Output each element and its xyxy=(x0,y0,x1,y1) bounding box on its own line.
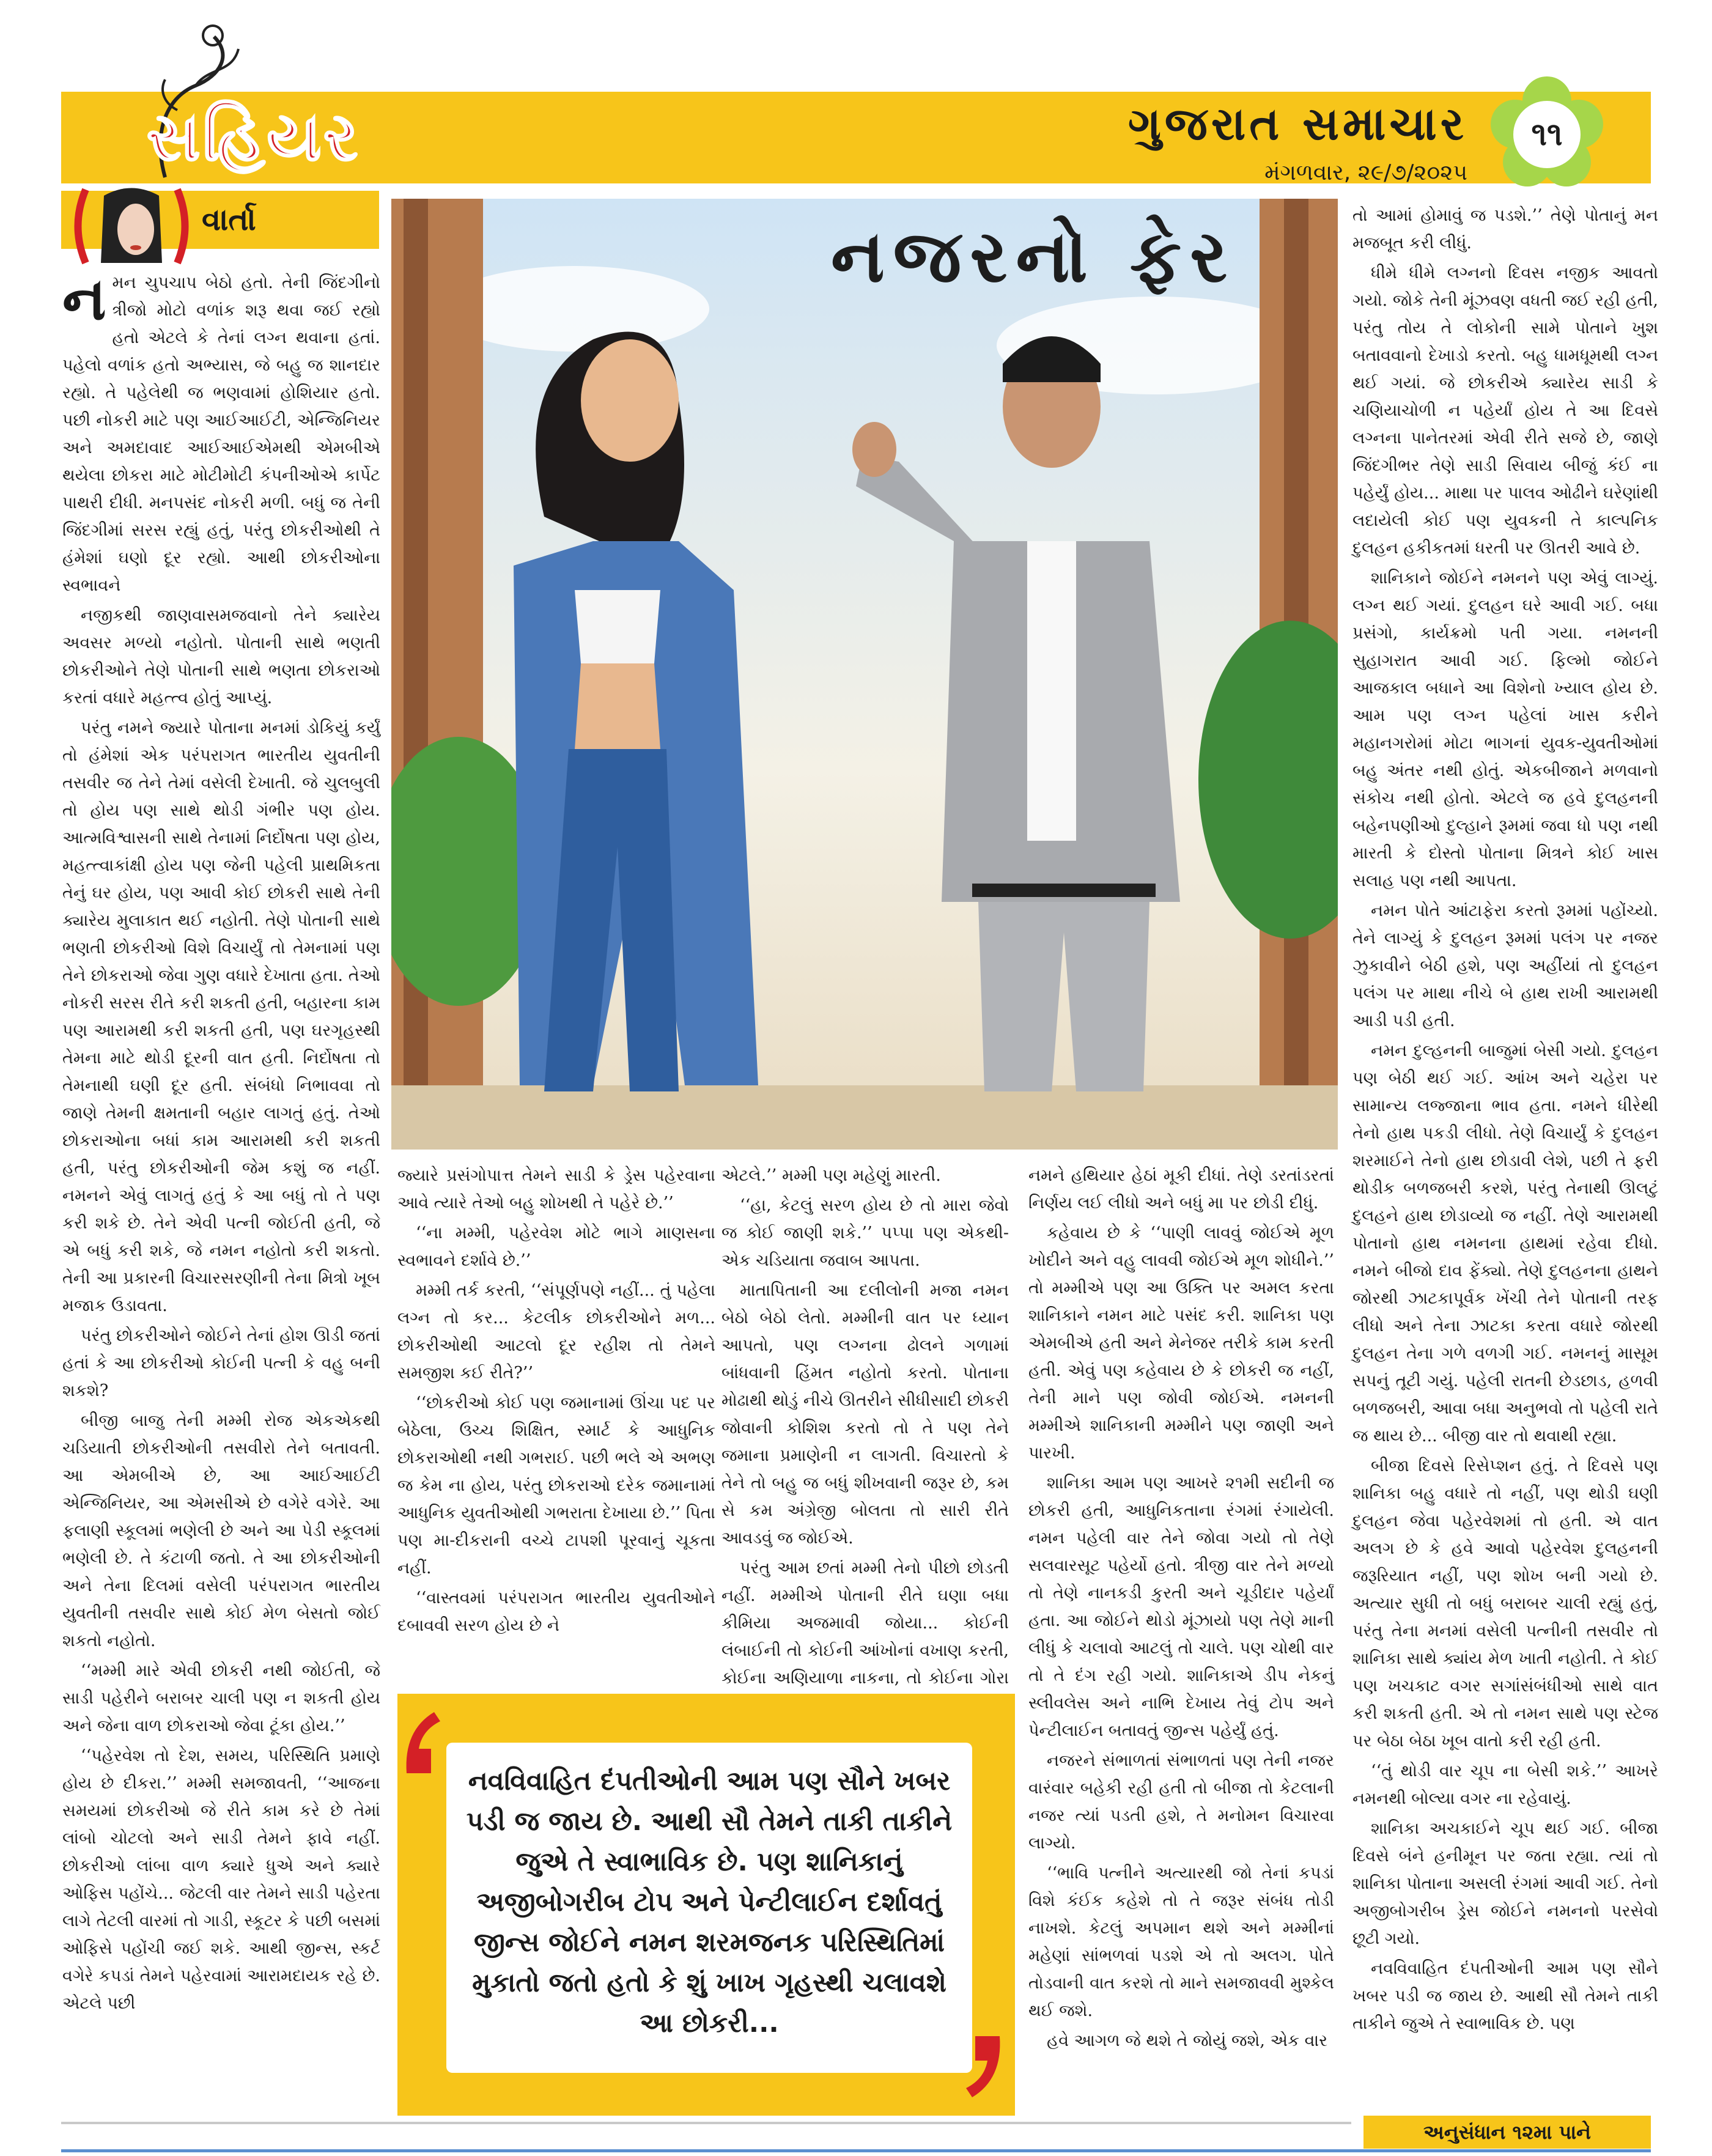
newspaper-name: ગુજરાત સમાચાર xyxy=(1127,98,1467,150)
story-column-4 xyxy=(1028,1162,1334,2116)
page-number: ૧૧ xyxy=(1531,116,1563,153)
paragraph: શાનિકાને જોઈને નમનને પણ એવું લાગ્યું. લગ્ન થઈ ગયાં. દુલહન ઘરે આવી ગઈ. બધા પ્રસંગો, કાર્યક્રમો પતી ગયા. નમનની સુહાગરાત આવી ગઈ. ફિલ્મો જોઈને આજકાલ બધાને આ વિશેનો ખ્યાલ હોય છે. આમ પણ લગ્ન પહેલાં ખાસ કરીને મહાનગરોમાં મોટા ભાગનાં યુવક-યુવતીઓમાં બહુ અંતર નથી હોતું. એકબીજાને મળવાનો સંકોચ નથી હોતો. એટલે જ હવે દુલહનની બહેનપણીઓ દુલ્હાને રૂમમાં જવા ધો પણ નથી મારતી કે દોસ્તો પોતાના મિત્રને કોઈ ખાસ સલાહ પણ નથી આપતા. xyxy=(1352,569,1658,890)
story-title: નજરનો ફેર xyxy=(830,214,1236,298)
story-column-5 xyxy=(1352,202,1658,2033)
story-column-1 xyxy=(62,265,380,2116)
paragraph: કહેવાય છે કે ‘‘પાણી લાવવું જોઈએ મૂળ ખોદીને અને વહુ લાવવી જોઈએ મૂળ શોધીને.’’ તો મમ્મીએ પણ આ ઉક્તિ પર અમલ કરતા શાનિકાને નમન માટે પસંદ કરી. શાનિકા પણ એમબીએ હતી અને મેનેજર તરીકે કામ કરતી હતી. એવું પણ કહેવાય છે કે છોકરી જ નહીં, તેની માને પણ જોવી જોઈએ. નમનની મમ્મીએ શાનિકાની મમ્મીને પણ જાણી અને પારખી. xyxy=(1028,1224,1334,1463)
paragraph: નજરને સંભાળતાં સંભાળતાં પણ તેની નજર વારંવાર બહેકી રહી હતી તો બીજા તો કેટલાની નજર ત્યાં પડતી હશે, તે મનોમન વિચારવા લાગ્યો. xyxy=(1028,1751,1334,1853)
story-column-2 xyxy=(397,1162,715,1663)
story-column-3 xyxy=(721,1162,1009,1688)
quote-close-icon xyxy=(954,2012,1015,2103)
paragraph: ‘‘તું થોડી વાર ચૂપ ના બેસી શકે.’’ આખરે નમનથી બોલ્યા વગર ના રહેવાયું. xyxy=(1352,1762,1658,1808)
paragraph: શાનિકા અચકાઈને ચૂપ થઈ ગઈ. બીજા દિવસે બંને હનીમૂન પર જતા રહ્યા. ત્યાં તો શાનિકા પોતાના અસલી રંગમાં આવી ગઈ. તેનો અજીબોગરીબ ડ્રેસ જોઈને નમનનો પરસેવો છૂટી ગયો. xyxy=(1352,1819,1658,1948)
paragraph: નજીકથી જાણવાસમજવાનો તેને ક્યારેય અવસર મળ્યો નહોતો. પોતાની સાથે ભણતી છોકરીઓને તેણે પોતાની સાથે ભણતા છોકરાઓ કરતાં વધારે મહત્ત્વ હોતું આપ્યું. xyxy=(62,606,380,707)
paragraph: એટલે.’’ મમ્મી પણ મહેણું મારતી. xyxy=(721,1166,941,1185)
quote-open-icon xyxy=(391,1706,452,1798)
paragraph: શાનિકા આમ પણ આખરે ૨૧મી સદીની જ છોકરી હતી, આધુનિકતાના રંગમાં રંગાયેલી. નમન પહેલી વાર તેને જોવા ગયો તો તેણે સલવારસૂટ પહેર્યો હતો. ત્રીજી વાર તેને મળ્યો તો તેણે નાનકડી કુરતી અને ચૂડીદાર પહેર્યાં હતા. આ જોઈને થોડો મૂંઝાયો પણ તેણે માની લીધું કે ચલાવો આટલું તો ચાલે. પણ ચોથી વાર તો તે દંગ રહી ગયો. શાનિકાએ ડીપ નેકનું સ્લીવલેસ અને નાભિ દેખાય તેવું ટોપ અને પેન્ટીલાઈન બતાવતું જીન્સ પહેર્યું હતું. xyxy=(1028,1474,1334,1740)
paragraph: પરંતુ છોકરીઓને જોઈને તેનાં હોશ ઊડી જતાં હતાં કે આ છોકરીઓ કોઈની પત્ની કે વહુ બની શકશે? xyxy=(62,1326,380,1400)
continued-on-page[interactable]: અનુસંધાન ૧૨મા પાને xyxy=(1423,2120,1592,2144)
paragraph: નમન પોતે આંટાફેરા કરતો રૂમમાં પહોંચ્યો. તેને લાગ્યું કે દુલહન રૂમમાં પલંગ પર નજર ઝુકાવીને બેઠી હશે, પણ અહીંયાં તો દુલહન પલંગ પર માથા નીચે બે હાથ રાખી આરામથી આડી પડી હતી. xyxy=(1352,901,1658,1030)
paragraph: મમ્મી તર્ક કરતી, ‘‘સંપૂર્ણપણે નહીં... તું પહેલા લગ્ન તો કર... કેટલીક છોકરીઓને મળ... છોકરીઓથી આટલો દૂર રહીશ તો તેમને સમજીશ કઈ રીતે?’’ xyxy=(397,1281,715,1383)
paragraph: નમન દુલ્હનની બાજુમાં બેસી ગયો. દુલહન પણ બેઠી થઈ ગઈ. આંખ અને ચહેરા પર સામાન્ય લજ્જાના ભાવ હતા. નમને ધીરેથી તેનો હાથ પકડી લીધો. તેણે વિચાર્યું કે દુલહન શરમાઈને તેનો હાથ છોડાવી લેશે, પછી તે ફરી થોડીક બળજબરી કરશે, પરંતુ તેનાથી ઊલટું દુલહને હાથ છોડાવ્યો જ નહીં. તેણે આરામથી પોતાનો હાથ નમનના હાથમાં રહેવા દીધો. નમને બીજો દાવ ફેંક્યો. તેણે દુલહનના હાથને જોરથી ઝાટકાપૂર્વક ખેંચી તેને પોતાની તરફ લીધો અને તેના ઝાટકા કરતા વધારે જોરથી દુલહન તેના ગળે વળગી ગઈ. નમનનું માસૂમ સપનું તૂટી ગયું. પહેલી રાતની છેડછાડ, હળવી બળજબરી, આવા બધા અનુભવો તો પહેલી રાતે જ થાય છે... બીજી વાર તો થવાથી રહ્યા. xyxy=(1352,1041,1658,1445)
paragraph: ‘‘પહેરવેશ તો દેશ, સમય, પરિસ્થિતિ પ્રમાણે હોય છે દીકરા.’’ મમ્મી સમજાવતી, ‘‘આજના સમયમાં છોકરીઓ જે રીતે કામ કરે છે તેમાં લાંબો ચોટલો અને સાડી તેમને ફાવે નહીં. છોકરીઓ લાંબા વાળ ક્યારે ધુએ અને ક્યારે ઓફિસ પહોંચે... જેટલી વાર તેમને સાડી પહેરતા લાગે તેટલી વારમાં તો ગાડી, સ્કૂટર કે પછી બસમાં ઓફિસે પહોંચી જઈ શકે. આથી જીન્સ, સ્કર્ટ વગેરે કપડાં તેમને પહેરવામાં આરામદાયક રહે છે. એટલે પછી xyxy=(62,1746,380,2013)
paragraph: ‘‘મમ્મી મારે એવી છોકરી નથી જોઈતી, જે સાડી પહેરીને બરાબર ચાલી પણ ન શકતી હોય અને જેના વાળ છોકરાઓ જેવા ટૂંકા હોય.’’ xyxy=(62,1661,380,1735)
woman-face-icon xyxy=(67,183,196,269)
paragraph: જ્યારે પ્રસંગોપાત્ત તેમને સાડી કે ડ્રેસ પહેરવાના આવે ત્યારે તેઓ બહુ શોખથી તે પહેરે છે.’’ xyxy=(397,1166,715,1213)
paragraph: પરંતુ નમને જ્યારે પોતાના મનમાં ડોકિયું કર્યું તો હંમેશાં એક પરંપરાગત ભારતીય યુવતીની તસવીર જ તેને તેમાં વસેલી દેખાતી. જે ચુલબુલી તો હોય પણ સાથે થોડી ગંભીર પણ હોય. આત્મવિશ્વાસની સાથે તેનામાં નિર્દોષતા પણ હોય, મહત્ત્વાકાંક્ષી હોય પણ જેની પહેલી પ્રાથમિકતા તેનું ઘર હોય, પણ આવી કોઈ છોકરી સાથે તેની ક્યારેય મુલાકાત થઈ નહોતી. તેણે પોતાની સાથે ભણતી છોકરીઓ વિશે વિચાર્યું તો તેમનામાં પણ તેને છોકરાઓ જેવા ગુણ વધારે દેખાતા હતા. તેઓ નોકરી સરસ રીતે કરી શકતી હતી, બહારના કામ પણ આરામથી કરી શકતી હતી, પણ ઘરગૃહસ્થી તેમના માટે થોડી દૂરની વાત હતી. નિર્દોષતા તો તેમનાથી ઘણી દૂર હતી. સંબંધો નિભાવવા તો જાણે તેમની ક્ષમતાની બહાર લાગતું હતું. તેઓ છોકરાઓના બધાં કામ આરામથી કરી શકતી હતી, પરંતુ છોકરીઓની જેમ કશું જ નહીં. નમનને એવું લાગતું હતું કે આ બધું તો તે પણ કરી શકે છે. તેને એવી પત્ની જોઈતી હતી, જે એ બધું કરી શકે, જે નમન નહોતો કરી શકતો. તેની આ પ્રકારની વિચારસરણીની તેના મિત્રો ખૂબ મજાક ઉડાવતા. xyxy=(62,718,380,1315)
paragraph: તો આમાં હોમાવું જ પડશે.’’ તેણે પોતાનું મન મજબૂત કરી લીધું. xyxy=(1352,206,1658,253)
paragraph: નમને હથિયાર હેઠાં મૂકી દીધાં. તેણે ડરતાંડરતાં નિર્ણય લઈ લીધો અને બધું મા પર છોડી દીધું. xyxy=(1028,1166,1334,1213)
paragraph: ‘‘હા, કેટલું સરળ હોય છે તો મારા જેવો જ કોઈ જાણી શકે.’’ પપ્પા પણ એકથી-એક ચડિયાતા જવાબ આપતા. xyxy=(721,1196,1009,1270)
paragraph: માતાપિતાની આ દલીલોની મજા નમન બેઠો બેઠો લેતો. મમ્મીની વાત પર ધ્યાન આપતો, પણ લગ્નના ઢોલને ગળામાં બાંધવાની હિંમત નહોતો કરતો. પોતાના મોઢાથી થોડું નીચે ઊતરીને સીધીસાદી છોકરી જોવાની કોશિશ કરતો તો તે પણ તેને જમાના પ્રમાણેની ન લાગતી. વિચારતો કે તેને તો બહુ જ બધું શીખવાની જરૂર છે, કમ સે કમ અંગ્રેજી બોલતા તો સારી રીતે આવડવું જ જોઈએ. xyxy=(721,1281,1009,1548)
paragraph: ‘‘ના મમ્મી, પહેરવેશ મોટે ભાગે માણસના સ્વભાવને દર્શાવે છે.’’ xyxy=(397,1224,715,1270)
paragraph: ‘‘વાસ્તવમાં પરંપરાગત ભારતીય યુવતીઓને દબાવવી સરળ હોય છે ને xyxy=(397,1589,715,1635)
paragraph: બીજી બાજુ તેની મમ્મી રોજ એકએકથી ચડિયાતી છોકરીઓની તસવીરો તેને બતાવતી. આ એમબીએ છે, આ આઈઆઈટી એન્જિનિયર, આ એમસીએ છે વગેરે વગેરે. આ ફલાણી સ્કૂલમાં ભણેલી છે અને આ પેડી સ્કૂલમાં ભણેલી છે. તે કંટાળી જતો. તે આ છોકરીઓની અને તેના દિલમાં વસેલી પરંપરાગત ભારતીય યુવતીની તસવીર સાથે કોઈ મેળ બેસતો જોઈ શકતો નહોતો. xyxy=(62,1411,380,1650)
paragraph: હવે આગળ જે થશે તે જોયું જશે, એક વાર xyxy=(1047,2031,1328,2050)
paragraph: ‘‘ભાવિ પત્નીને અત્યારથી જો તેનાં કપડાં વિશે કંઈક કહેશે તો તે જરૂર સંબંધ તોડી નાખશે. કેટલું અપમાન થશે અને મમ્મીનાં મહેણાં સાંભળવાં પડશે એ તો અલગ. પોતે તોડવાની વાત કરશે તો માને સમજાવવી મુશ્કેલ થઈ જશે. xyxy=(1028,1864,1334,2020)
paragraph: પરંતુ આમ છતાં મમ્મી તેનો પીછો છોડતી નહીં. મમ્મીએ પોતાની રીતે ઘણા બધા કીમિયા અજમાવી જોયા... કોઈની લંબાઈની તો કોઈની આંખોનાં વખાણ કરતી, કોઈના અણિયાળા નાકના, તો કોઈના ગોરા xyxy=(721,1559,1009,1688)
drop-cap: ન xyxy=(62,265,106,333)
magazine-logo xyxy=(147,92,514,183)
section-label: વાર્તા xyxy=(202,202,256,237)
paragraph: મન ચુપચાપ બેઠો હતો. તેની જિંદગીનો ત્રીજો મોટો વળાંક શરૂ થવા જઈ રહ્યો હતો એટલે કે તેનાં લગ્ન થવાના હતાં. પહેલો વળાંક હતો અભ્યાસ, જે બહુ જ શાનદાર રહ્યો. તે પહેલેથી જ ભણવામાં હોશિયાર હતો. પછી નોકરી માટે પણ આઈઆઈટી, એન્જિનિયર અને અમદાવાદ આઈઆઈએમથી એમબીએ થયેલા છોકરા માટે મોટીમોટી કંપનીઓએ કાર્પેટ પાથરી દીધી. મનપસંદ નોકરી મળી. બધું જ તેની જિંદગીમાં સરસ રહ્યું હતું, પરંતુ છોકરીઓથી તે હંમેશાં ઘણો દૂર રહ્યો. આથી છોકરીઓના સ્વભાવને xyxy=(62,273,380,595)
footer-rule xyxy=(61,2122,1351,2124)
pull-quote-text: નવવિવાહિત દંપતીઓની આમ પણ સૌને ખબર પડી જ જાય છે. આથી સૌ તેમને તાકી તાકીને જુએ તે સ્વાભાવિક છે. પણ શાનિકાનું અજીબોગરીબ ટોપ અને પેન્ટીલાઈન દર્શાવતું જીન્સ જોઈને નમન શરમજનક પરિસ્થિતિમાં મુકાતો જતો હતો કે શું ખાખ ગૃહસ્થી ચલાવશે આ છોકરી... xyxy=(466,1766,953,2039)
magazine-logo-text: સહિયર xyxy=(147,98,360,175)
issue-date: મંગળવાર, ૨૯/૭/૨૦૨૫ xyxy=(1264,160,1467,185)
paragraph: બીજા દિવસે રિસેપ્શન હતું. તે દિવસે પણ શાનિકા બહુ વધારે તો નહીં, પણ થોડી ઘણી દુલહન જેવા પહેરવેશમાં તો હતી. એ વાત અલગ છે કે હવે આવો પહેરવેશ દુલહનની જરૂરિયાત નહીં, પણ શોખ બની ગયો છે. અત્યાર સુધી તો બધું બરાબર ચાલી રહ્યું હતું, પરંતુ તેના મનમાં વસેલી પત્નીની તસવીર તો શાનિકા સાથે ક્યાંય મેળ ખાતી નહોતી. તે કોઈ પણ ખચકાટ વગર સગાંસંબંધીઓ સાથે વાત કરી શકતી હતી. એ તો નમન સાથે પણ સ્ટેજ પર બેઠા બેઠા ખૂબ વાતો કરી રહી હતી. xyxy=(1352,1456,1658,1751)
paragraph: નવવિવાહિત દંપતીઓની આમ પણ સૌને ખબર પડી જ જાય છે. આથી સૌ તેમને તાકી તાકીને જુએ તે સ્વાભાવિક છે. પણ xyxy=(1352,1959,1658,2033)
paragraph: ધીમે ધીમે લગ્નનો દિવસ નજીક આવતો ગયો. જોકે તેની મૂંઝવણ વધતી જઈ રહી હતી, પરંતુ તોય તે લોકોની સામે પોતાને ખુશ બતાવવાનો દેખાડો કરતો. બહુ ધામધૂમથી લગ્ન થઈ ગયાં. જે છોકરીએ ક્યારેય સાડી કે ચણિયાચોળી ન પહેર્યાં હોય તે આ દિવસે લગ્નના પાનેતરમાં એવી રીતે સજે છે, જાણે જિંદગીભર તેણે સાડી સિવાય બીજું કંઈ ના પહેર્યું હોય... માથા પર પાલવ ઓઢીને ઘરેણાંથી લદાયેલી કોઈ પણ યુવકની તે કાલ્પનિક દુલહન હકીકતમાં ધરતી પર ઊતરી આવે છે. xyxy=(1352,264,1658,558)
paragraph: ‘‘છોકરીઓ કોઈ પણ જમાનામાં ઊંચા પદ પર બેઠેલા, ઉચ્ચ શિક્ષિત, સ્માર્ટ કે આધુનિક છોકરાઓથી નથી ગભરાઈ. પછી ભલે એ અભણ જ કેમ ના હોય, પરંતુ છોકરાઓ દરેક જમાનામાં આધુનિક યુવતીઓથી ગભરાતા દેખાયા છે.’’ પિતા પણ મા-દીકરાની વચ્ચે ટાપશી પૂરવાનું ચૂકતા નહીં. xyxy=(397,1394,715,1578)
bottom-rule xyxy=(61,2149,1651,2152)
story-illustration xyxy=(391,199,1338,1150)
